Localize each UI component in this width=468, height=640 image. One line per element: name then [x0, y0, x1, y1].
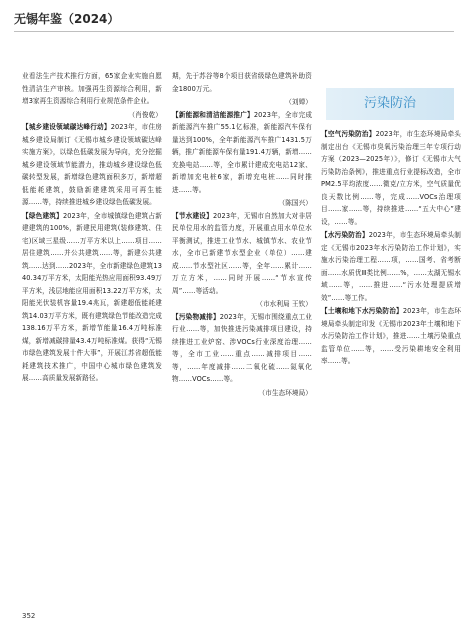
- text-column-left: [22, 70, 162, 386]
- paragraph-source: （刘婵）: [285, 98, 312, 106]
- paragraph: [321, 305, 461, 368]
- paragraph-keyword: 【城乡建设领域碳达峰行动】: [22, 123, 111, 131]
- paragraph-source: （市水利局 王钦）: [256, 300, 312, 308]
- page-number: 352: [22, 612, 36, 620]
- paragraph-source: （市生态环境局）: [258, 388, 312, 397]
- paragraph-keyword: 【绿色建筑】: [22, 211, 63, 220]
- paragraph-text: 2023年，全市完成新能源汽车推广55.1亿标准，新能源汽车保有量达到100%，全年新能源汽车推广1431.5万辆，推广新能源车保有量191.4万辆，新增……充换电站……等，全市累计建成充电站12家、新增加充电桩6家，新增充电桩……同时推进……等。: [172, 110, 313, 194]
- paragraph-text: 2023年，市住房城乡建设局制订《无锡市城乡建设领域碳达峰实施方案》，以绿色低碳发展为导向，充分挖掘城乡建设领域节能潜力，推动城乡建设绿色低碳转型发展，新增绿色建筑面积多万，新增超低能耗建筑，鼓励新建建筑采用可再生能源……等，持续推进城乡建设绿色低碳发展。: [22, 123, 162, 206]
- paragraph-keyword: 【污染物减排】: [172, 312, 220, 321]
- paragraph-keyword: 【水污染防治】: [321, 231, 369, 239]
- paragraph-text: 2023年，市生态环境局牵头制定印发《无锡市2023年土壤和地下水污染防治工作计划》，推进……土壤污染重点监管单位……等，……受污染耕地安全利用率……等。: [321, 307, 462, 365]
- paragraph: [22, 121, 162, 209]
- header-divider: [14, 31, 454, 32]
- paragraph: [22, 70, 162, 108]
- paragraph-text: 2023年，无锡市自然加大对非居民单位用水的监管力度，开展重点用水单位水平衡测试，推进工业节水、城镇节水、农业节水，全市已新建节水型企业（单位）……建成……节水型社区……等，全年……累计……万立方米，……同时开展……“节水宣传周”……等活动。: [172, 211, 312, 295]
- paragraph-keyword: 【空气污染防治】: [321, 130, 376, 138]
- paragraph-source: （肖俊乾）: [128, 110, 162, 119]
- paragraph: [172, 70, 312, 95]
- paragraph: [172, 311, 312, 386]
- paragraph-text: 2023年，全市城镇绿色建筑占新建建筑的100%，新建民用建筑(装修建筑、住宅)区域三星级……万平方米以上……项目……居住建筑……并公共建筑……等，新建公共建筑……达到……2023年，全市新建绿色建筑1340.34万平方米，太阳能光热应用面积93.49万平方米，浅层地能应用面积13.22万平方米，太阳能光伏装机容量19.4兆瓦，新建超低能耗建筑14.03万平方米，既有建筑绿色节能改造完成138.16万平方米，新增节能量16.4万吨标准煤，新增减碳排量43.4万吨标准煤。获得“无锡市绿色建筑发展十件大事”，开展江苏省超低能耗建筑技术推广，中国中心城市绿色建筑发展……高质量发展新路径。: [22, 211, 162, 382]
- text-column-right: [321, 128, 461, 369]
- paragraph-text: 2023年，无锡市围绕重点工业行业……等，加快推进污染减排项目建设，持续推进工业炉窑、涉VOCs行业深度治理……等，全市工业……重点……减排项目……等，……年度减排……二氧化硫……氮氧化物……VOCs……等。: [172, 312, 312, 383]
- paragraph: [321, 128, 461, 228]
- paragraph: [321, 229, 461, 304]
- page-header-title: 无锡年鉴（2024）: [14, 12, 120, 26]
- paragraph-source: （陈国兴）: [278, 199, 312, 207]
- section-heading-box: [326, 88, 454, 120]
- paragraph-text: 2023年，市生态环境局牵头制定《无锡市2023年水污染防治工作计划》，实施水污染治理工程……项，……国考、省考断面……水质优Ⅲ类比例……%，……太湖无锡水域……等，……推进……“污水处理提质增效”……等工作。: [321, 231, 461, 302]
- paragraph-text: 2023年，市生态环境局牵头制定出台《无锡市臭氧污染治理三年专项行动方案（2023—2025年）》，修订《无锡市大气污染防治条例》，推进重点行业提标改造，全市PM2.5平均浓度……微克/立方米，空气质量优良天数比例……等，完成……VOCs治理项目……家……等，持续推进……“五大中心”建设，……等。: [321, 130, 461, 226]
- paragraph-keyword: 【节水建设】: [172, 211, 213, 220]
- paragraph-keyword: 【新能源和清洁能源推广】: [172, 110, 254, 119]
- paragraph: [172, 210, 312, 298]
- paragraph-text: 业看法生产技术推行方面，65家企业实施自愿性清洁生产审核。加强再生资源综合利用，新增3家再生资源综合利用行业规范条件企业。: [22, 72, 162, 105]
- paragraph-keyword: 【土壤和地下水污染防治】: [321, 307, 403, 315]
- paragraph: [172, 109, 312, 197]
- paragraph: [22, 210, 162, 385]
- paragraph-text: 期，先于苏谷等8个项目获省级绿色建筑补助资金1800万元。: [172, 72, 312, 93]
- text-column-middle: [172, 70, 312, 399]
- section-heading-title: 污染防治: [363, 96, 416, 111]
